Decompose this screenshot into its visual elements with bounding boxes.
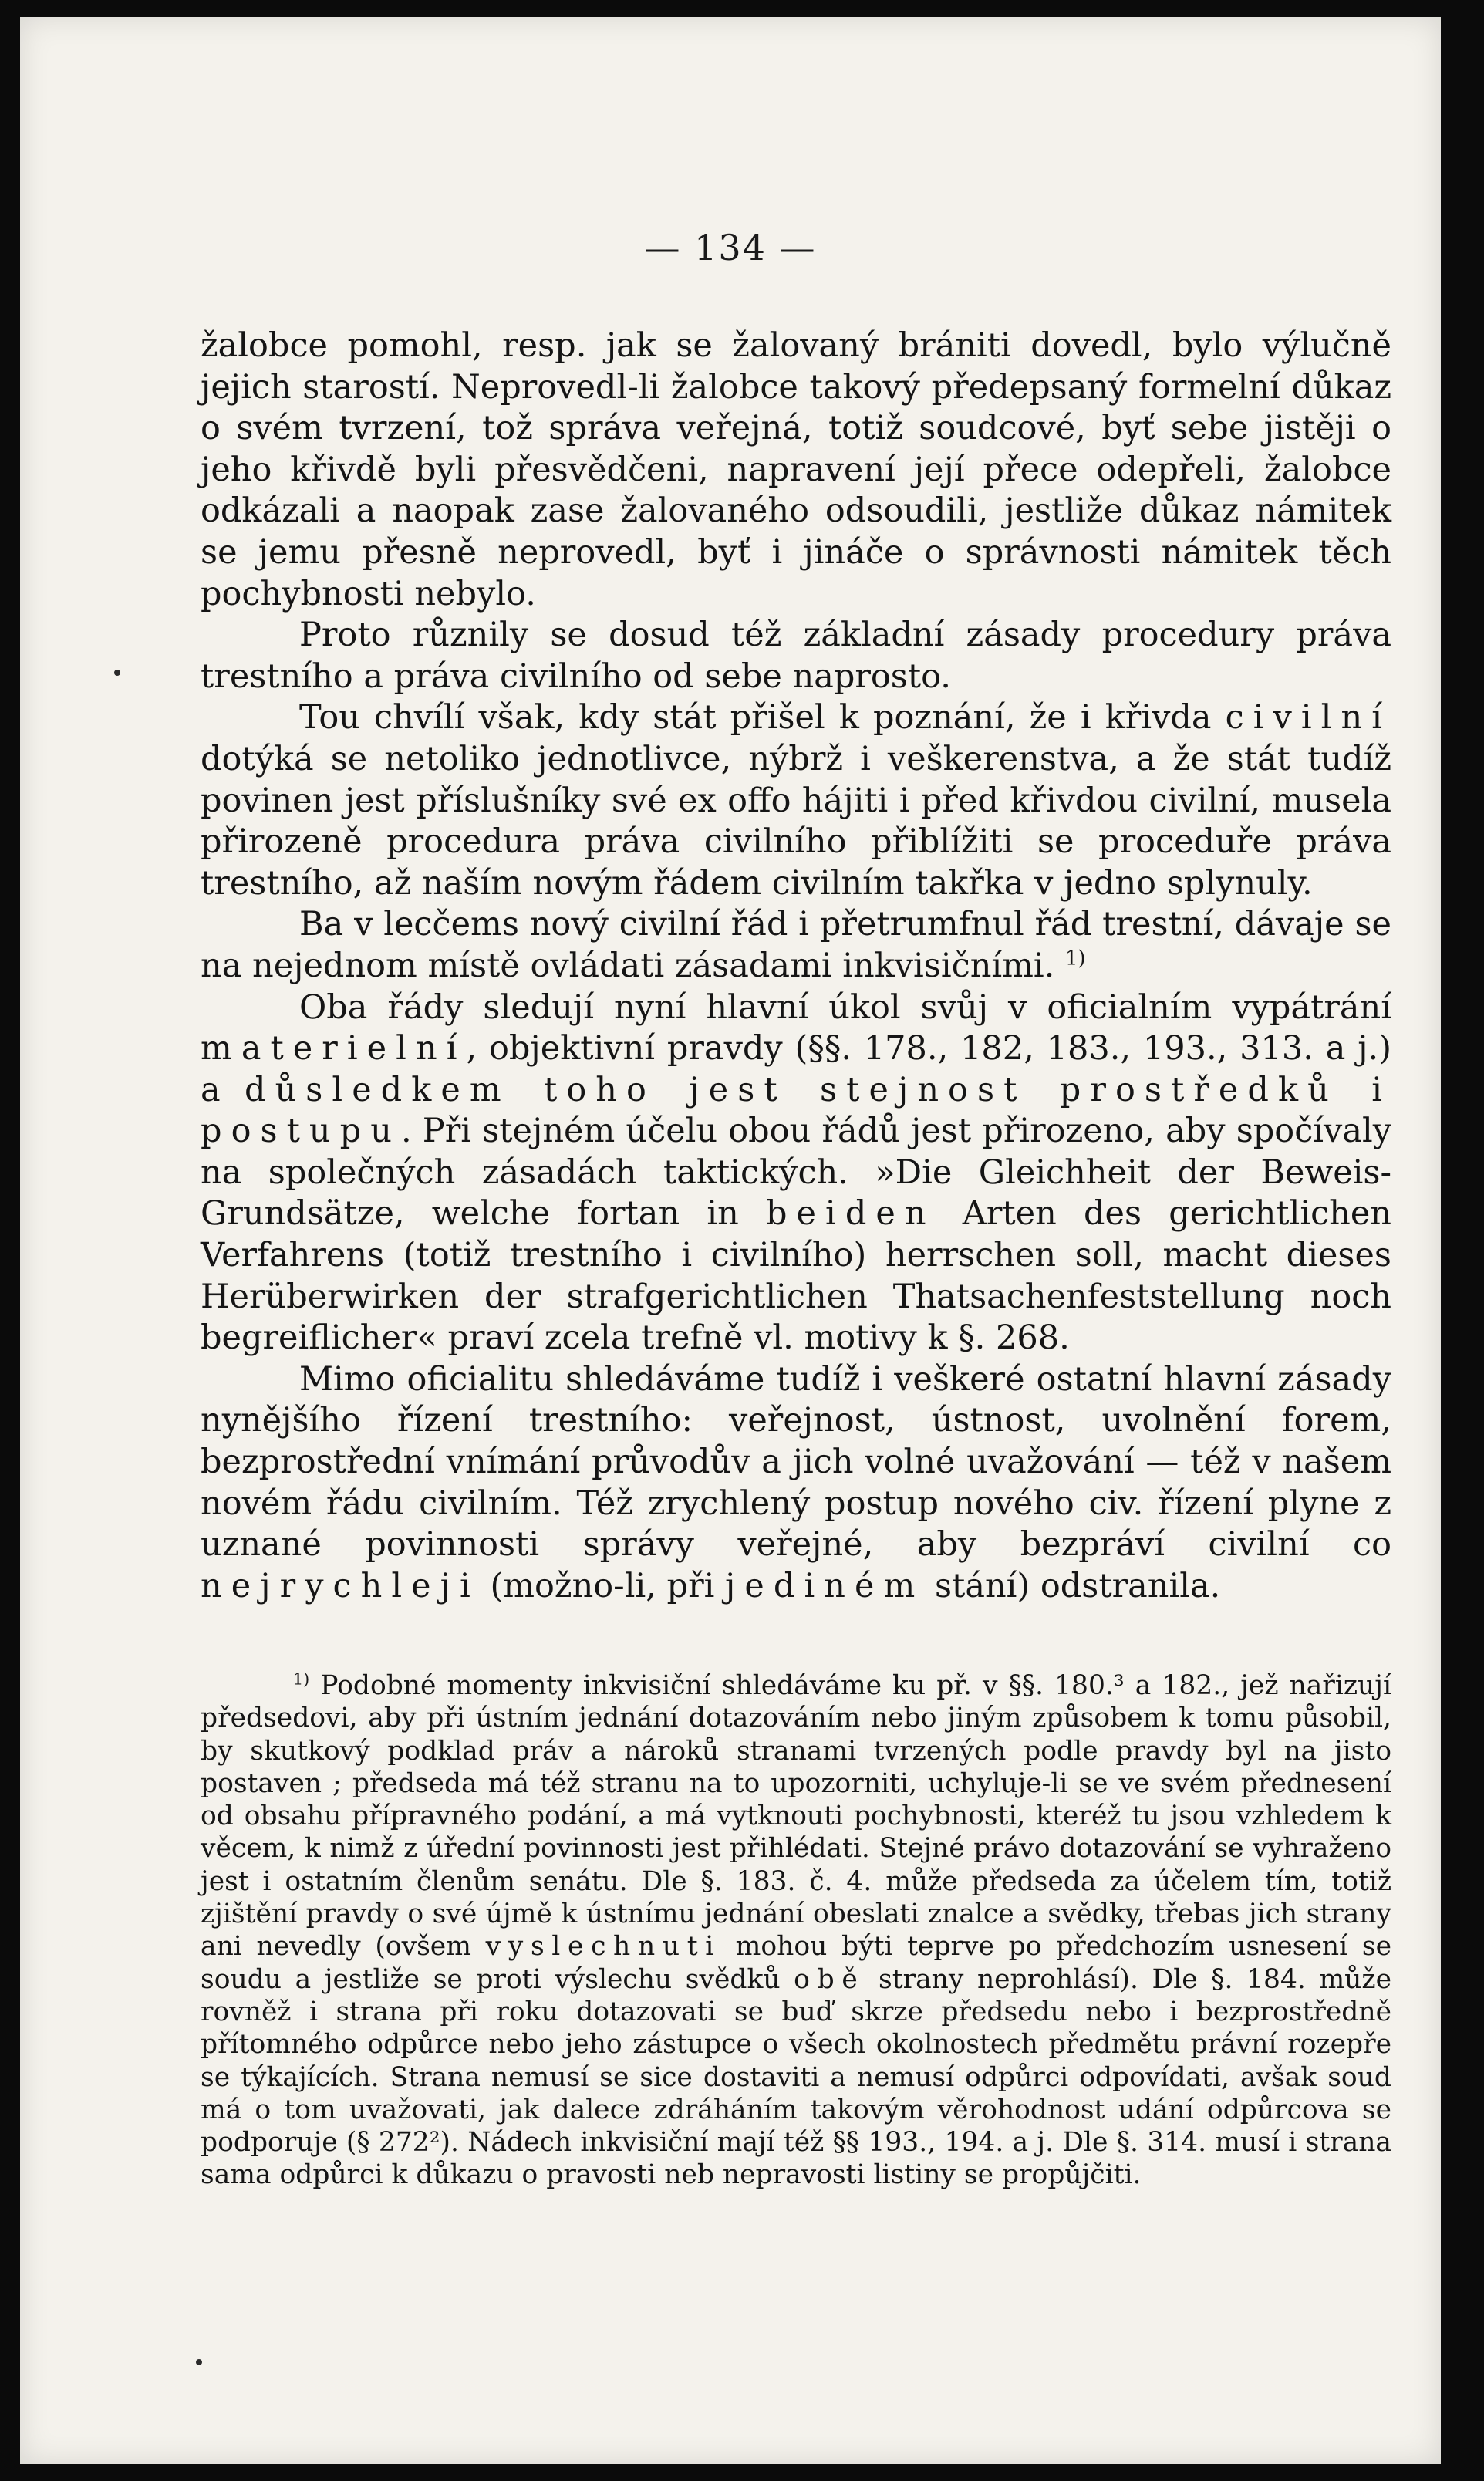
- footnote-text-3: strany neprohlásí). Dle §. 184. může rovněž i strana při roku dotazovati se buď skrze předsedu nebo i bezprostředně přítomného odpůrce nebo jeho zástupce o všech okolnostech předmětu právní rozepře se týkajících. Strana nemusí se sice dostaviti a nemusí odpůrci odpovídati, avšak soud má o tom uvažovati, jak dalece zdráháním takovým věrohodnost udání odpůrcova se podporuje (§ 272²). Nádech inkvisiční mají též §§ 193., 194. a j. Dle §. 314. musí i strana sama odpůrci k důkazu o pravosti neb nepravosti listiny se propůjčiti.: [201, 1963, 1391, 2191]
- paragraph-3: [201, 697, 1391, 904]
- scan-speck: [196, 2359, 202, 2365]
- paragraph-6-text-b: (možno-li, při: [479, 1566, 726, 1605]
- page-number: — 134 —: [644, 227, 817, 268]
- paragraph-1-text: žalobce pomohl, resp. jak se žalovaný brániti dovedl, bylo výlučně jejich starostí. Neprovedl-li žalobce takový předepsaný formelní důkaz o svém tvrzení, tož správa veřejná, totiž soudcové, byť sebe jistěji o jeho křivdě byli přesvědčeni, napravení její přece odepřeli, žalobce odkázali a naopak zase žalovaného odsoudili, jestliže důkaz námitek se jemu přesně neprovedl, byť i jináče o správnosti námitek těch pochybnosti nebylo.: [201, 326, 1391, 613]
- paragraph-5-text-d: Arten des gerichtlichen Verfahrens (totiž trestního i civilního) herrschen soll, macht dieses Herüberwirken der strafgerichtlichen Thatsachenfeststellung noch begreiflicher« praví zcela trefně vl. motivy k §. 268.: [201, 1194, 1391, 1358]
- footnote-1: [201, 1669, 1391, 2192]
- footnote-text-2: mohou býti teprve po předchozím usnesení se soudu a jestliže se proti výslechu svědků: [201, 1931, 1391, 1995]
- book-page: [20, 17, 1441, 2464]
- emphasis-vyslechnuti: vyslechnuti: [485, 1931, 721, 1963]
- footnote-marker: 1): [293, 1669, 310, 1689]
- paragraph-6: [201, 1359, 1391, 1608]
- emphasis-beiden: beiden: [765, 1194, 936, 1234]
- paragraph-1: [201, 326, 1391, 615]
- emphasis-obe: obě: [794, 1963, 865, 1995]
- footnote-text-1: Podobné momenty inkvisiční shledáváme ku př. v §§. 180.³ a 182., jež nařizují předsedovi, aby při ústním jednání dotazováním nebo jiným způsobem k tomu působil, by skutkový podklad práv a nároků stranami tvrzených podle pravdy byl na jisto postaven ; předseda má též stranu na to upozorniti, uchyluje-li se ve svém přednesení od obsahu přípravného podání, a má vytknouti pochybnosti, kteréž tu jsou vzhledem k věcem, k nimž z úřední povinnosti jest přihlédati. Stejné právo dotazování se vyhraženo jest i ostatním členům senátu. Dle §. 183. č. 4. může předseda za účelem tím, totiž zjištění pravdy o své újmě k ústnímu jednání obeslati znalce a svědky, třebas jich strany ani nevedly (ovšem: [201, 1670, 1391, 1963]
- emphasis-materielni: materielní: [201, 1029, 467, 1068]
- footnote-reference: 1): [1065, 947, 1086, 970]
- emphasis-dusledkem: důsledkem toho jest stejnost prostředků i postupu: [201, 1070, 1391, 1151]
- paragraph-6-text-a: Mimo oficialitu shledáváme tudíž i veškeré ostatní hlavní zásady nynějšího řízení trestního: veřejnost, ústnost, uvolnění forem, bezprostřední vnímání průvodův a jich volné uvažování — též v našem novém řádu civilním. Též zrychlený postup nového civ. řízení plyne z uznané povinnosti správy veřejné, aby bezpráví civilní co: [201, 1359, 1391, 1565]
- paragraph-3-text-a: Tou chvílí však, kdy stát přišel k poznání, že i křivda: [299, 698, 1226, 738]
- paragraph-3-text-b: dotýká se netoliko jednotlivce, nýbrž i veškerenstva, a že stát tudíž povinen jest příslušníky své ex offo hájiti i před křivdou civilní, musela přirozeně procedura práva civilního přiblížiti se proceduře práva trestního, až naším novým řádem civilním takřka v jedno splynuly.: [201, 739, 1391, 903]
- scan-speck: [114, 670, 120, 676]
- emphasis-jedinem: jediném: [725, 1566, 925, 1605]
- paragraph-4-text: Ba v lecčems nový civilní řád i přetrumfnul řád trestní, dávaje se na nejednom místě ovládati zásadami inkvisičními.: [201, 905, 1391, 985]
- emphasis-nejrychleji: nejrychleji: [201, 1566, 480, 1605]
- footnotes: [201, 1669, 1391, 2192]
- paragraph-4: [201, 904, 1391, 987]
- paragraph-5: [201, 987, 1391, 1359]
- paragraph-5-text-c: . Při stejném účelu obou řádů jest přirozeno, aby spočívaly na společných zásadách taktických. »Die Gleichheit der Beweis-Grundsätze, welche fortan in: [201, 1112, 1391, 1234]
- paragraph-5-text-a: Oba řády sledují nyní hlavní úkol svůj v oficialním vypátrání: [299, 987, 1391, 1027]
- paragraph-6-text-c: stání) odstranila.: [924, 1566, 1221, 1605]
- paragraph-2-text: Proto různily se dosud též základní zásady procedury práva trestního a práva civilního od sebe naprosto.: [201, 616, 1391, 696]
- paragraph-2: [201, 615, 1391, 697]
- main-text: [201, 326, 1391, 1607]
- paragraph-5-text-b: , objektivní pravdy (§§. 178., 182, 183., 193., 313. a j.) a: [201, 1029, 1391, 1109]
- emphasis-civilni: civilní: [1225, 698, 1391, 738]
